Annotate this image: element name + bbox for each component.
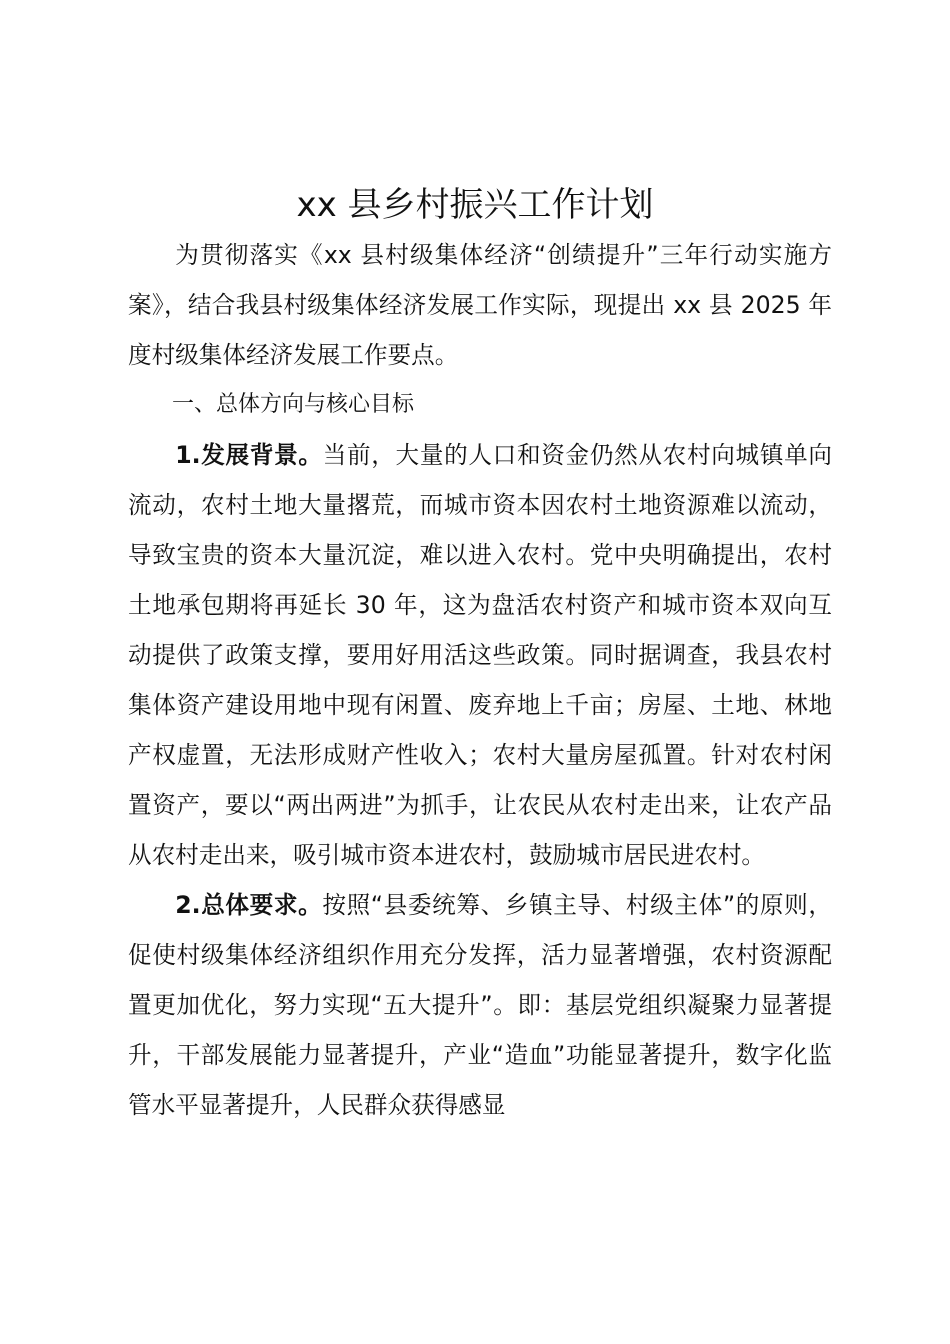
item-1-lead: 1.发展背景。 bbox=[175, 441, 323, 469]
item-2-lead: 2.总体要求。 bbox=[175, 891, 323, 919]
item-2-paragraph bbox=[128, 880, 832, 1130]
document-title: xx 县乡村振兴工作计划 bbox=[296, 185, 654, 225]
document-body bbox=[128, 230, 832, 1130]
item-1-paragraph bbox=[128, 430, 832, 880]
section-1-heading: 一、总体方向与核心目标 bbox=[172, 392, 415, 417]
item-1-text: 当前，大量的人口和资金仍然从农村向城镇单向流动，农村土地大量撂荒，而城市资本因农村土地资源难以流动，导致宝贵的资本大量沉淀，难以进入农村。党中央明确提出，农村土地承包期将再延长 30 年，这为盘活农村资产和城市资本双向互动提供了政策支撑，要用好用活这些政策。同时据调查，我县农村集体资产建设用地中现有闲置、废弃地上千亩；房屋、土地、林地产权虚置，无法形成财产性收入；农村大量房屋孤置。针对农村闲置资产，要以“两出两进”为抓手，让农民从农村走出来，让农产品从农村走出来，吸引城市资本进农村，鼓励城市居民进农村。 bbox=[128, 441, 832, 869]
item-2-text: 按照“县委统筹、乡镇主导、村级主体”的原则，促使村级集体经济组织作用充分发挥，活力显著增强，农村资源配置更加优化，努力实现“五大提升”。即：基层党组织凝聚力显著提升，干部发展能力显著提升，产业“造血”功能显著提升，数字化监管水平显著提升，人民群众获得感显 bbox=[128, 891, 832, 1119]
intro-paragraph: 为贯彻落实《xx 县村级集体经济“创绩提升”三年行动实施方案》，结合我县村级集体经济发展工作实际，现提出 xx 县 2025 年度村级集体经济发展工作要点。 bbox=[128, 241, 832, 369]
